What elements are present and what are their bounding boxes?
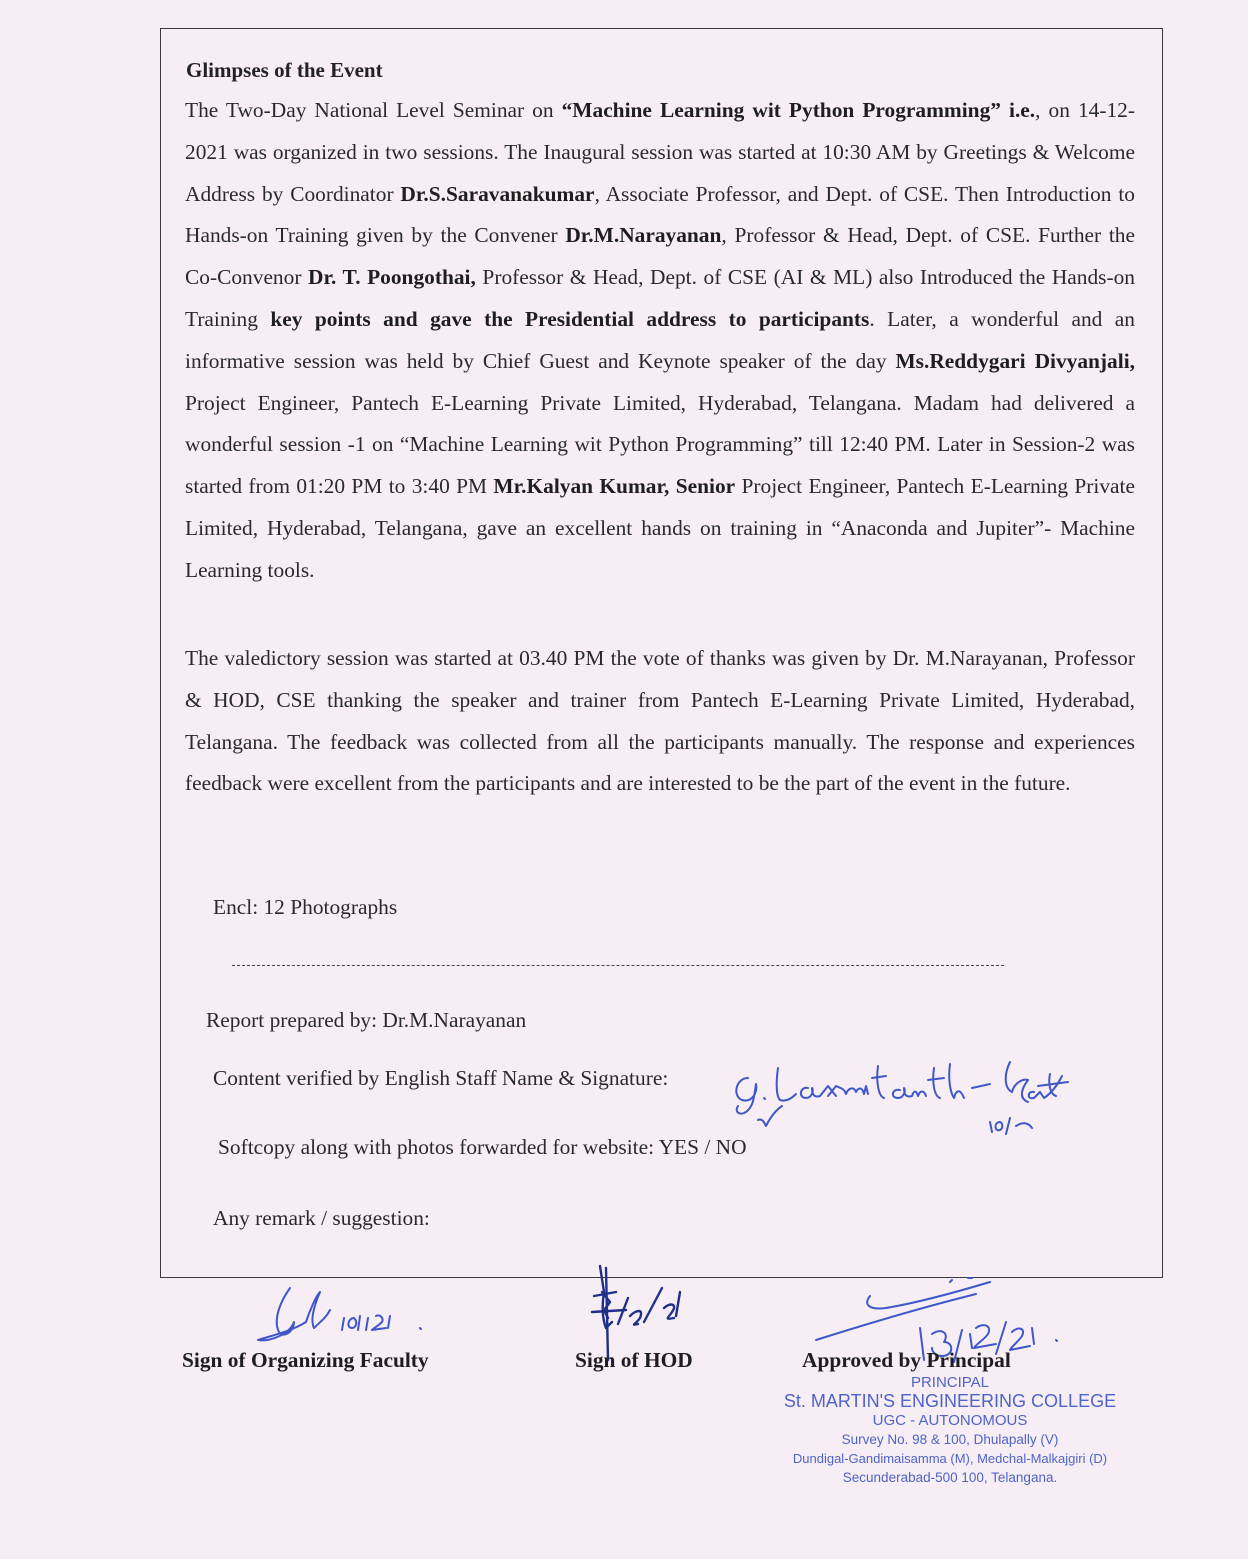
convener-name: Dr.M.Narayanan [565,223,722,248]
enclosure-line: Encl: 12 Photographs [213,895,398,919]
para1-text-4: , Professor & Head, Dept. of CSE. Further the Co-Convenor [185,223,1135,290]
hod-signature [566,1262,706,1362]
co-convenor-name: Dr. T. Poongothai, [308,265,476,290]
remark-line: Any remark / suggestion: [213,1206,430,1230]
stamp-district: Dundigal-Gandimaisamma (M), Medchal-Malkajgiri (D) [792,1451,1108,1466]
para1-text-5: Professor & Head, Dept. of CSE (AI & ML) also Introduced the Hands-on Training [185,265,1135,331]
section-heading: Glimpses of the Event [186,58,383,82]
para1-text-2: , on 14-12-2021 was organized in two sessions. The Inaugural session was started at 10:30 AM by Greetings & Welcome Address by Coordinator [185,98,1135,206]
hod-label: Sign of HOD [575,1348,693,1372]
session2-speaker-name: Mr.Kalyan Kumar, Senior [493,474,736,499]
stamp-title: PRINCIPAL [910,1374,990,1391]
stamp-survey: Survey No. 98 & 100, Dhulapally (V) [841,1432,1059,1447]
dashed-divider [232,965,1004,966]
stamp-autonomous: UGC - AUTONOMOUS [872,1412,1028,1429]
prepared-by-line: Report prepared by: Dr.M.Narayanan [206,1008,527,1032]
english-staff-signature [728,1048,1088,1138]
organizing-faculty-label: Sign of Organizing Faculty [182,1348,429,1372]
para1-text-1: The Two-Day National Level Seminar on [185,98,562,122]
para1-text-3: , Associate Professor, and Dept. of CSE. Then Introduction to Hands-on Training given by the Convener [185,181,1135,248]
presidential-address-phrase: key points and gave the Presidential address to participants [270,306,870,331]
college-stamp [740,1373,1160,1487]
para1-text-7: Project Engineer, Pantech E-Learning Private Limited, Hyderabad, Telangana. Madam had delivered a wonderful session -1 on “Machine Learning wit Python Programming” till 12:40 PM. Later in Session-2 was started from 01:20 PM to 3:40 PM [185,390,1135,499]
content-verified-line: Content verified by English Staff Name & Signature: [213,1066,669,1090]
event-description-paragraph [185,90,1135,592]
softcopy-line: Softcopy along with photos forwarded for website: YES / NO [218,1135,747,1159]
stamp-city: Secunderabad-500 100, Telangana. [842,1470,1058,1485]
seminar-title: “Machine Learning wit Python Programming” i.e. [561,98,1036,122]
organizing-faculty-signature [250,1282,450,1354]
principal-label: Approved by Principal [802,1348,1011,1372]
stamp-college-name: St. MARTIN'S ENGINEERING COLLEGE [783,1391,1117,1411]
coordinator-name: Dr.S.Saravanakumar [400,181,595,206]
valedictory-paragraph: The valedictory session was started at 03.40 PM the vote of thanks was given by Dr. M.Narayanan, Professor & HOD, CSE thanking the speaker and trainer from Pantech E-Learning Private Limited, Hyderabad, Telangana. The feedback was collected from all the participants manually. The response and experiences feedback were excellent from the participants and are interested to be the part of the event in the future. [185,646,1135,796]
chief-guest-name: Ms.Reddygari Divyanjali, [895,348,1135,373]
para1-text-8: Project Engineer, Pantech E-Learning Private Limited, Hyderabad, Telangana, gave an excellent hands on training in “Anaconda and Jupiter”- Machine Learning tools. [185,474,1135,582]
para1-text-6: . Later, a wonderful and an informative session was held by Chief Guest and Keynote speaker of the day [185,306,1135,373]
